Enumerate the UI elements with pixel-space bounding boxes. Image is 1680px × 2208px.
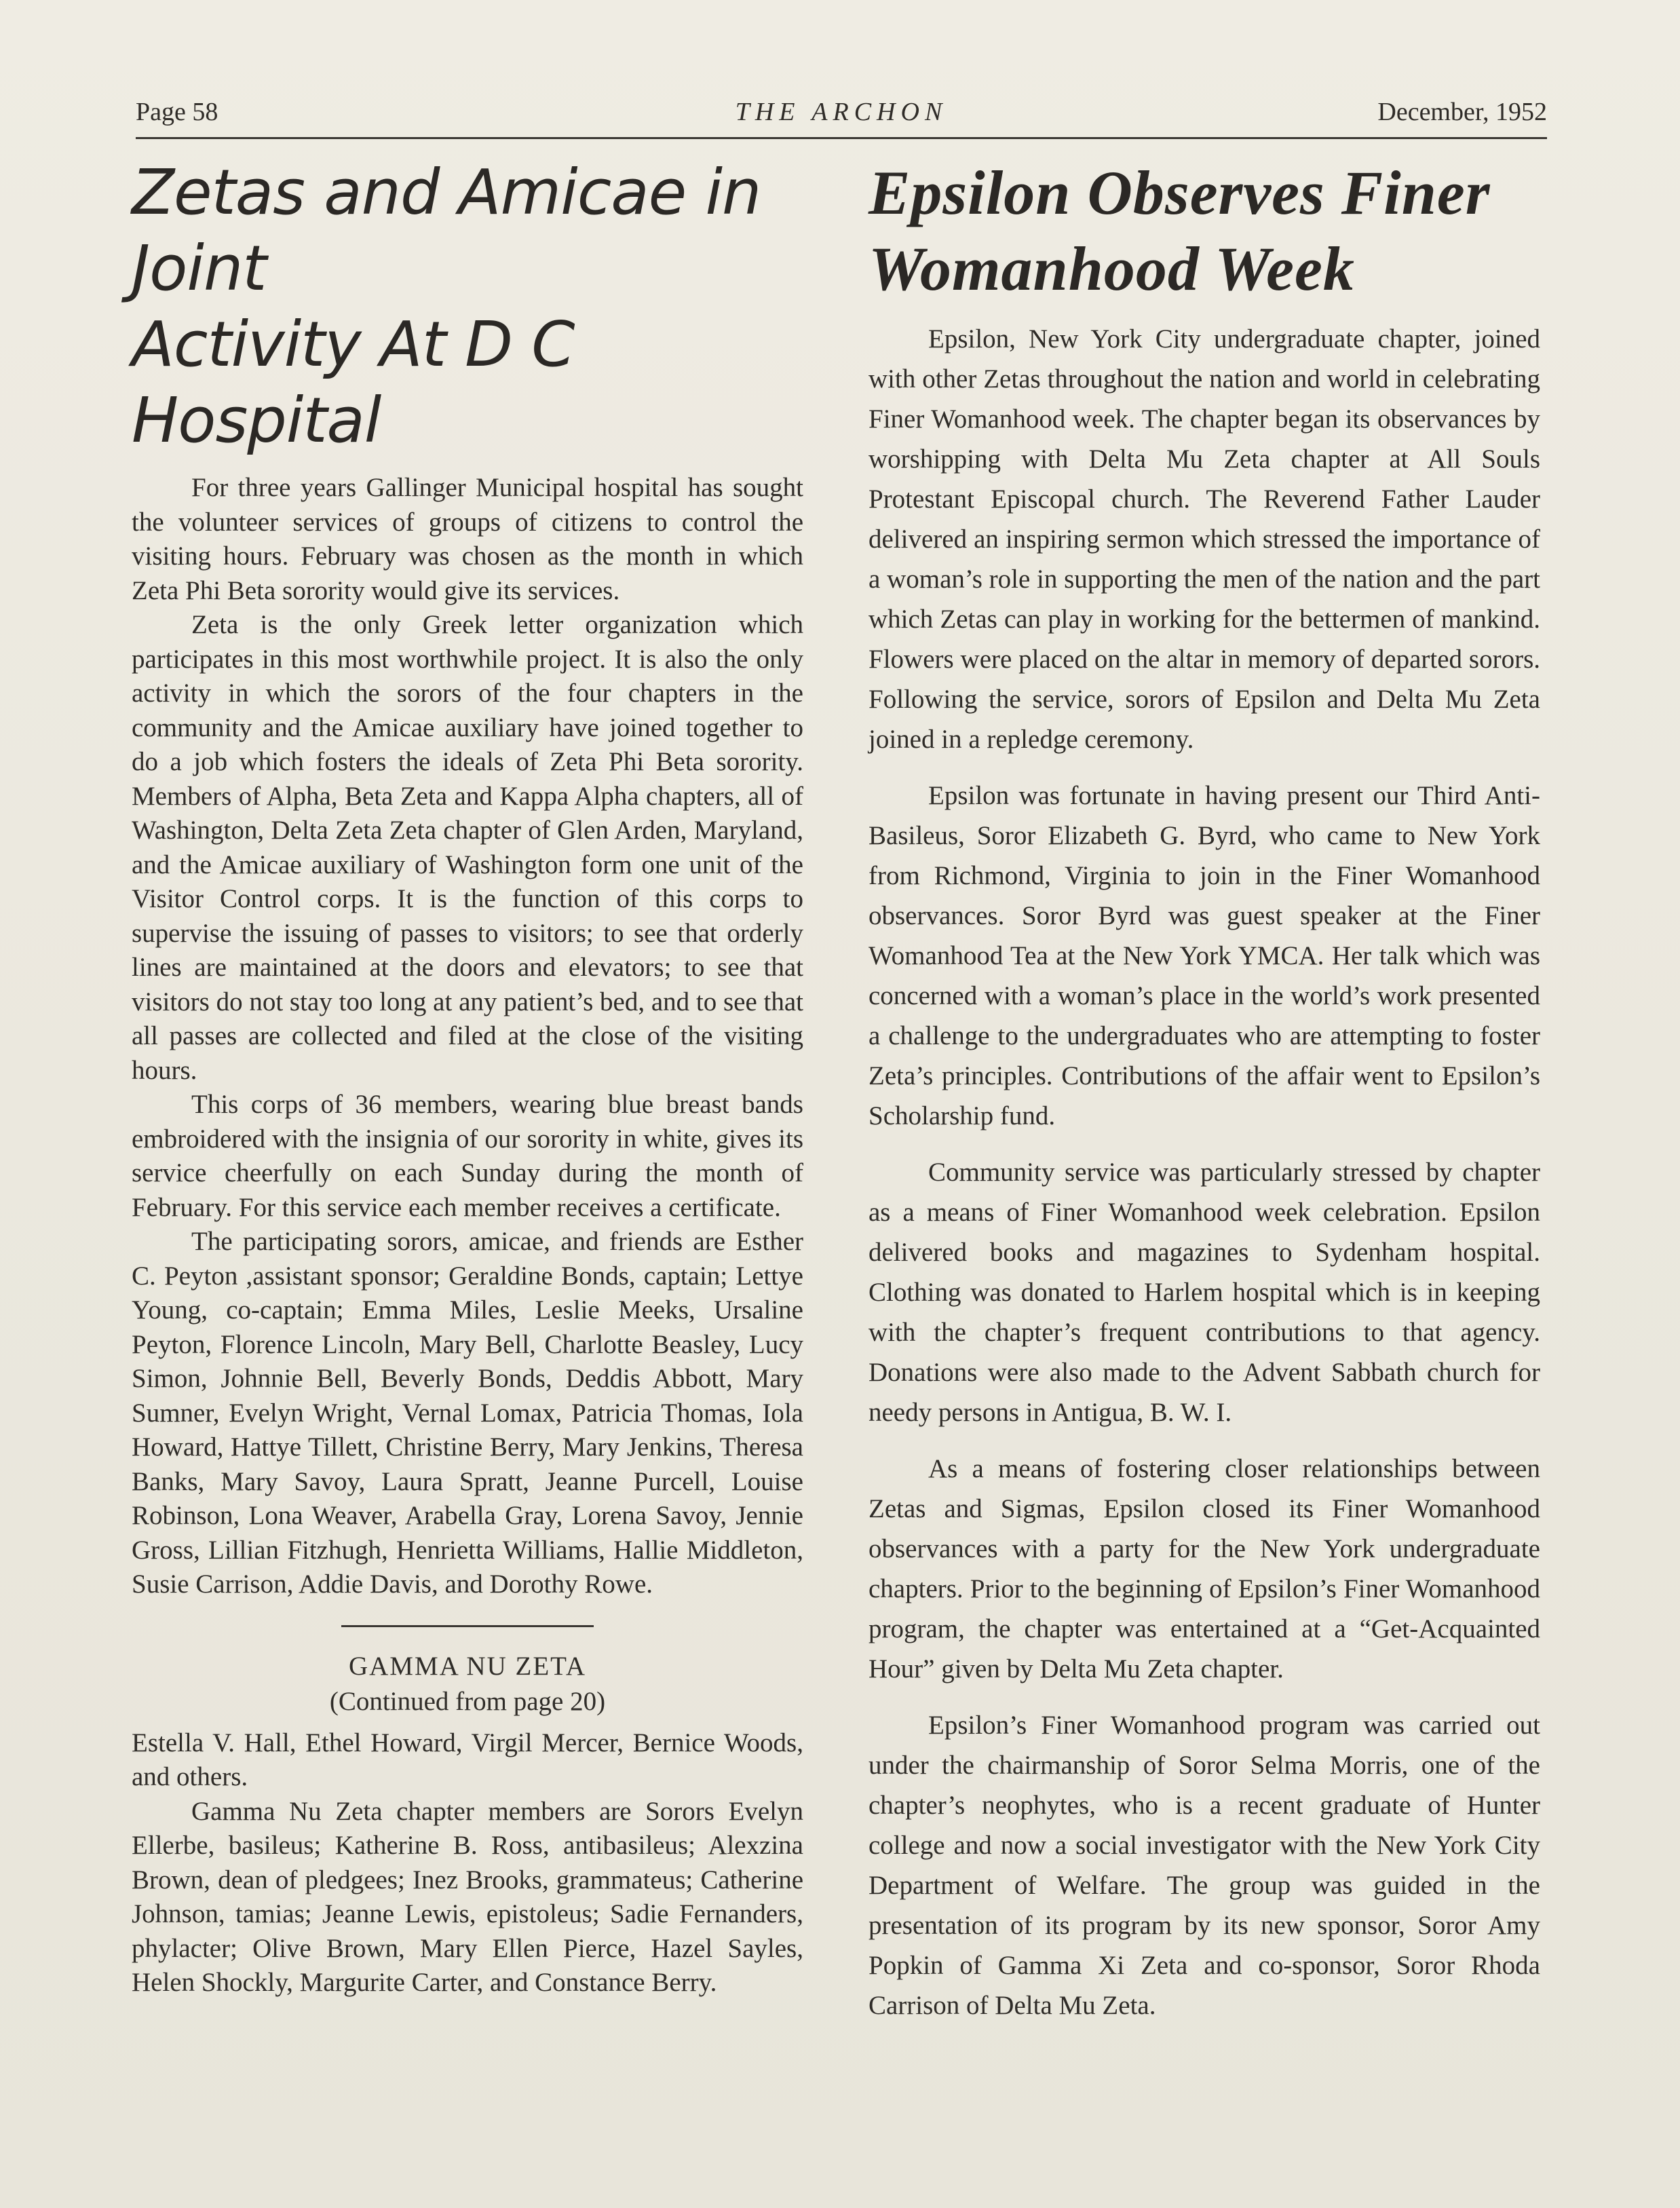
right-article-title-line-2: Womanhood Week	[868, 234, 1355, 303]
left-column	[132, 155, 803, 2000]
right-paragraph-2: Epsilon was fortunate in having present our Third Anti-Basileus, Soror Elizabeth G. Byrd, who came to New York from Richmond, Virginia to join in the Finer Womanhood observances. Soror Byrd was guest speaker at the Finer Womanhood Tea at the New York YMCA. Her talk which was concerned with a woman’s place in the world’s work presented a challenge to the undergraduates who are attempting to foster Zeta’s principles. Contributions of the affair went to Epsilon’s Scholarship fund.	[868, 781, 1540, 1130]
left-paragraph-2: Zeta is the only Greek letter organization which participates in this most worthwhile project. It is also the only activity in which the sorors of the four chapters in the community and the Amicae auxiliary have joined together to do a job which fosters the ideals of Zeta Phi Beta sorority. Members of Alpha, Beta Zeta and Kappa Alpha chapters, all of Washington, Delta Zeta Zeta chapter of Glen Arden, Maryland, and the Amicae auxiliary of Washington form one unit of the Visitor Control corps. It is the function of this corps to supervise the issuing of passes to visitors; to see that orderly lines are maintained at the doors and elevators; to see that visitors do not stay too long at any patient’s bed, and to see that all passes are collected and filed at the close of the visiting hours.	[132, 610, 804, 1085]
continued-article	[132, 1649, 803, 2000]
left-article-title	[132, 155, 803, 459]
right-article-title	[868, 155, 1540, 307]
continued-article-body	[132, 1726, 803, 2000]
left-paragraph-3: This corps of 36 members, wearing blue breast bands embroidered with the insignia of our sorority in white, gives its service cheerfully on each Sunday during the month of February. For this service each member receives a certificate.	[132, 1090, 803, 1222]
publication-title: THE ARCHON	[735, 98, 948, 126]
continued-paragraph-2: Gamma Nu Zeta chapter members are Sorors Evelyn Ellerbe, basileus; Katherine B. Ross, antibasileus; Alexzina Brown, dean of pledgees; Inez Brooks, grammateus; Catherine Johnson, tamias; Jeanne Lewis, epistoleus; Sadie Fernanders, phylacter; Olive Brown, Mary Ellen Pierce, Hazel Sayles, Helen Shockly, Margurite Carter, and Constance Berry.	[132, 1796, 803, 1997]
right-paragraph-1: Epsilon, New York City undergraduate chapter, joined with other Zetas throughout the nation and world in celebrating Finer Womanhood week. The chapter began its observances by worshipping with Delta Mu Zeta chapter at All Souls Protestant Episcopal church. The Reverend Father Lauder delivered an inspiring sermon which stressed the importance of a woman’s role in supporting the men of the nation and the part which Zetas can play in working for the bettermen of mankind. Flowers were placed on the altar in memory of departed sorors. Following the service, sorors of Epsilon and Delta Mu Zeta joined in a repledge ceremony.	[868, 324, 1540, 754]
issue-date: December, 1952	[1377, 98, 1547, 126]
left-article-body	[132, 471, 803, 1602]
header-rule	[136, 137, 1547, 139]
right-article-title-line-1: Epsilon Observes Finer	[868, 158, 1491, 227]
left-paragraph-1: For three years Gallinger Municipal hospital has sought the volunteer services of groups of citizens to control the visiting hours. February was chosen as the month in which Zeta Phi Beta sorority would give its services.	[132, 473, 803, 605]
continued-paragraph-1: Estella V. Hall, Ethel Howard, Virgil Mercer, Bernice Woods, and others.	[132, 1728, 803, 1791]
right-paragraph-4: As a means of fostering closer relationships between Zetas and Sigmas, Epsilon closed its Finer Womanhood observances with a party for the New York undergraduate chapters. Prior to the beginning of Epsilon’s Finer Womanhood program, the chapter was entertained at a “Get-Acquainted Hour” given by Delta Mu Zeta chapter.	[868, 1454, 1540, 1683]
continued-article-heading: GAMMA NU ZETA	[348, 1651, 587, 1681]
left-article-title-line-2: Activity At D C Hospital	[132, 308, 575, 457]
right-paragraph-3: Community service was particularly stressed by chapter as a means of Finer Womanhood week celebration. Epsilon delivered books and magazines to Sydenham hospital. Clothing was donated to Harlem hospital which is in keeping with the chapter’s frequent contributions to that agency. Donations were also made to the Advent Sabbath church for needy persons in Antigua, B. W. I.	[868, 1158, 1540, 1427]
left-article-title-line-1: Zetas and Amicae in Joint	[132, 156, 761, 305]
left-paragraph-4: The participating sorors, amicae, and friends are Esther C. Peyton ,assistant sponsor; Geraldine Bonds, captain; Lettye Young, co-captain; Emma Miles, Leslie Meeks, Ursaline Peyton, Florence Lincoln, Mary Bell, Charlotte Beasley, Lucy Simon, Johnnie Bell, Beverly Bonds, Deddis Abbott, Mary Sumner, Evelyn Wright, Vernal Lomax, Patricia Thomas, Iola Howard, Hattye Tillett, Christine Berry, Mary Jenkins, Theresa Banks, Mary Savoy, Laura Spratt, Jeanne Purcell, Louise Robinson, Lona Weaver, Arabella Gray, Lorena Savoy, Jennie Gross, Lillian Fitzhugh, Henrietta Williams, Hallie Middleton, Susie Carrison, Addie Davis, and Dorothy Rowe.	[132, 1227, 803, 1599]
right-article-body	[868, 319, 1540, 2025]
article-divider	[341, 1625, 594, 1627]
page-number: Page 58	[136, 98, 218, 126]
page-header	[136, 94, 1547, 134]
right-paragraph-5: Epsilon’s Finer Womanhood program was carried out under the chairmanship of Soror Selma Morris, one of the chapter’s neophytes, who is a recent graduate of Hunter college and now a social investigator with the New York City Department of Welfare. The group was guided in the presentation of its program by its new sponsor, Soror Amy Popkin of Gamma Xi Zeta and co-sponsor, Soror Rhoda Carrison of Delta Mu Zeta.	[868, 1711, 1540, 2020]
continued-from-note: (Continued from page 20)	[329, 1686, 606, 1716]
right-column	[868, 155, 1540, 2025]
